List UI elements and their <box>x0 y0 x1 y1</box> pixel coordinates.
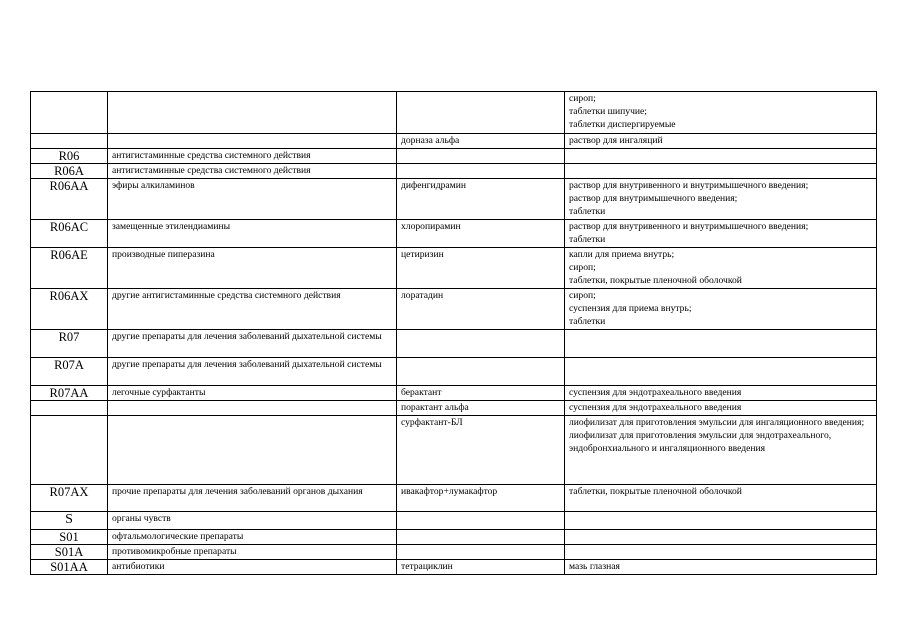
dosage-forms-cell <box>565 220 877 248</box>
table-row <box>31 512 877 530</box>
atc-code-cell: R07 <box>31 330 108 358</box>
dosage-form: суспензия для эндотрахеального введения <box>569 387 742 398</box>
dosage-forms-cell <box>565 530 877 545</box>
dosage-forms-cell <box>565 485 877 512</box>
dosage-forms-cell <box>565 386 877 401</box>
dosage-forms-cell <box>565 92 877 134</box>
atc-code-cell: R06AX <box>31 289 108 330</box>
drug-name-cell: тетрациклин <box>397 560 565 575</box>
atc-code-cell: S01A <box>31 545 108 560</box>
atc-code-cell: R07A <box>31 358 108 386</box>
dosage-form: таблетки <box>569 234 606 245</box>
atc-code-cell <box>31 92 108 134</box>
dosage-forms-cell <box>565 545 877 560</box>
group-name-cell <box>108 92 397 134</box>
table-row <box>31 164 877 179</box>
drug-name-cell <box>397 164 565 179</box>
dosage-form: раствор для внутривенного и внутримышечного введения; <box>569 221 809 232</box>
dosage-forms-cell <box>565 401 877 416</box>
dosage-form: сироп; <box>569 290 596 301</box>
table-row <box>31 248 877 289</box>
drug-name-cell <box>397 358 565 386</box>
dosage-forms-cell <box>565 358 877 386</box>
dosage-form: таблетки, покрытые пленочной оболочкой <box>569 486 742 497</box>
dosage-form: мазь глазная <box>569 561 620 572</box>
group-name-cell: антибиотики <box>108 560 397 575</box>
drug-name-cell: берактант <box>397 386 565 401</box>
atc-code-cell <box>31 134 108 149</box>
dosage-form: суспензия для приема внутрь; <box>569 303 692 314</box>
dosage-form: суспензия для эндотрахеального введения <box>569 402 742 413</box>
drug-name-cell: дорназа альфа <box>397 134 565 149</box>
table-row <box>31 149 877 164</box>
atc-code-cell: S01AA <box>31 560 108 575</box>
drug-name-cell: сурфактант-БЛ <box>397 416 565 485</box>
drug-name-cell: порактант альфа <box>397 401 565 416</box>
group-name-cell: замещенные этилендиамины <box>108 220 397 248</box>
group-name-cell: легочные сурфактанты <box>108 386 397 401</box>
group-name-cell: офтальмологические препараты <box>108 530 397 545</box>
table-row <box>31 92 877 134</box>
atc-code-cell: R07AX <box>31 485 108 512</box>
drug-name-cell <box>397 530 565 545</box>
group-name-cell <box>108 134 397 149</box>
medications-table <box>30 91 877 575</box>
table-row <box>31 560 877 575</box>
drug-name-cell <box>397 545 565 560</box>
group-name-cell: органы чувств <box>108 512 397 530</box>
table-row <box>31 220 877 248</box>
atc-code-cell: R06AE <box>31 248 108 289</box>
drug-name-cell <box>397 512 565 530</box>
table-row <box>31 289 877 330</box>
group-name-cell: другие препараты для лечения заболеваний дыхательной системы <box>108 358 397 386</box>
dosage-forms-cell <box>565 330 877 358</box>
atc-code-cell: S01 <box>31 530 108 545</box>
atc-code-cell: R06AC <box>31 220 108 248</box>
drug-name-cell <box>397 330 565 358</box>
dosage-form: таблетки <box>569 206 606 217</box>
table-row <box>31 401 877 416</box>
drug-name-cell: цетиризин <box>397 248 565 289</box>
dosage-form: таблетки <box>569 316 606 327</box>
table-row <box>31 134 877 149</box>
dosage-form: раствор для внутривенного и внутримышечного введения; <box>569 180 809 191</box>
dosage-form: таблетки шипучие; <box>569 106 647 117</box>
dosage-forms-cell <box>565 164 877 179</box>
dosage-form: раствор для ингаляций <box>569 135 663 146</box>
drug-name-cell: хлоропирамин <box>397 220 565 248</box>
group-name-cell <box>108 416 397 485</box>
atc-code-cell: R06A <box>31 164 108 179</box>
dosage-form: таблетки диспергируемые <box>569 119 676 130</box>
drug-name-cell: лоратадин <box>397 289 565 330</box>
table-row <box>31 545 877 560</box>
table-row <box>31 358 877 386</box>
group-name-cell <box>108 401 397 416</box>
dosage-form: сироп; <box>569 262 596 273</box>
group-name-cell: противомикробные препараты <box>108 545 397 560</box>
table-row <box>31 330 877 358</box>
group-name-cell: антигистаминные средства системного действия <box>108 164 397 179</box>
atc-code-cell: R06 <box>31 149 108 164</box>
dosage-forms-cell <box>565 512 877 530</box>
dosage-forms-cell <box>565 416 877 485</box>
dosage-form: капли для приема внутрь; <box>569 249 675 260</box>
atc-code-cell: S <box>31 512 108 530</box>
atc-code-cell: R07AA <box>31 386 108 401</box>
table-row <box>31 416 877 485</box>
atc-code-cell <box>31 401 108 416</box>
dosage-forms-cell <box>565 560 877 575</box>
group-name-cell: антигистаминные средства системного действия <box>108 149 397 164</box>
table-row <box>31 530 877 545</box>
dosage-form: раствор для внутримышечного введения; <box>569 193 738 204</box>
dosage-form: лиофилизат для приготовления эмульсии для эндотрахеального, эндобронхиального и ингаляционного введения <box>569 430 832 454</box>
dosage-forms-cell <box>565 134 877 149</box>
atc-code-cell <box>31 416 108 485</box>
dosage-form: сироп; <box>569 93 596 104</box>
drug-name-cell <box>397 149 565 164</box>
drug-name-cell: дифенгидрамин <box>397 179 565 220</box>
table-row <box>31 179 877 220</box>
dosage-forms-cell <box>565 289 877 330</box>
dosage-form: таблетки, покрытые пленочной оболочкой <box>569 275 742 286</box>
drug-name-cell: ивакафтор+лумакафтор <box>397 485 565 512</box>
dosage-form: лиофилизат для приготовления эмульсии для ингаляционного введения; <box>569 417 865 428</box>
group-name-cell: прочие препараты для лечения заболеваний органов дыхания <box>108 485 397 512</box>
group-name-cell: другие антигистаминные средства системного действия <box>108 289 397 330</box>
dosage-forms-cell <box>565 149 877 164</box>
drug-name-cell <box>397 92 565 134</box>
group-name-cell: другие препараты для лечения заболеваний дыхательной системы <box>108 330 397 358</box>
table-row <box>31 386 877 401</box>
dosage-forms-cell <box>565 179 877 220</box>
dosage-forms-cell <box>565 248 877 289</box>
table-row <box>31 485 877 512</box>
group-name-cell: производные пиперазина <box>108 248 397 289</box>
atc-code-cell: R06AA <box>31 179 108 220</box>
group-name-cell: эфиры алкиламинов <box>108 179 397 220</box>
